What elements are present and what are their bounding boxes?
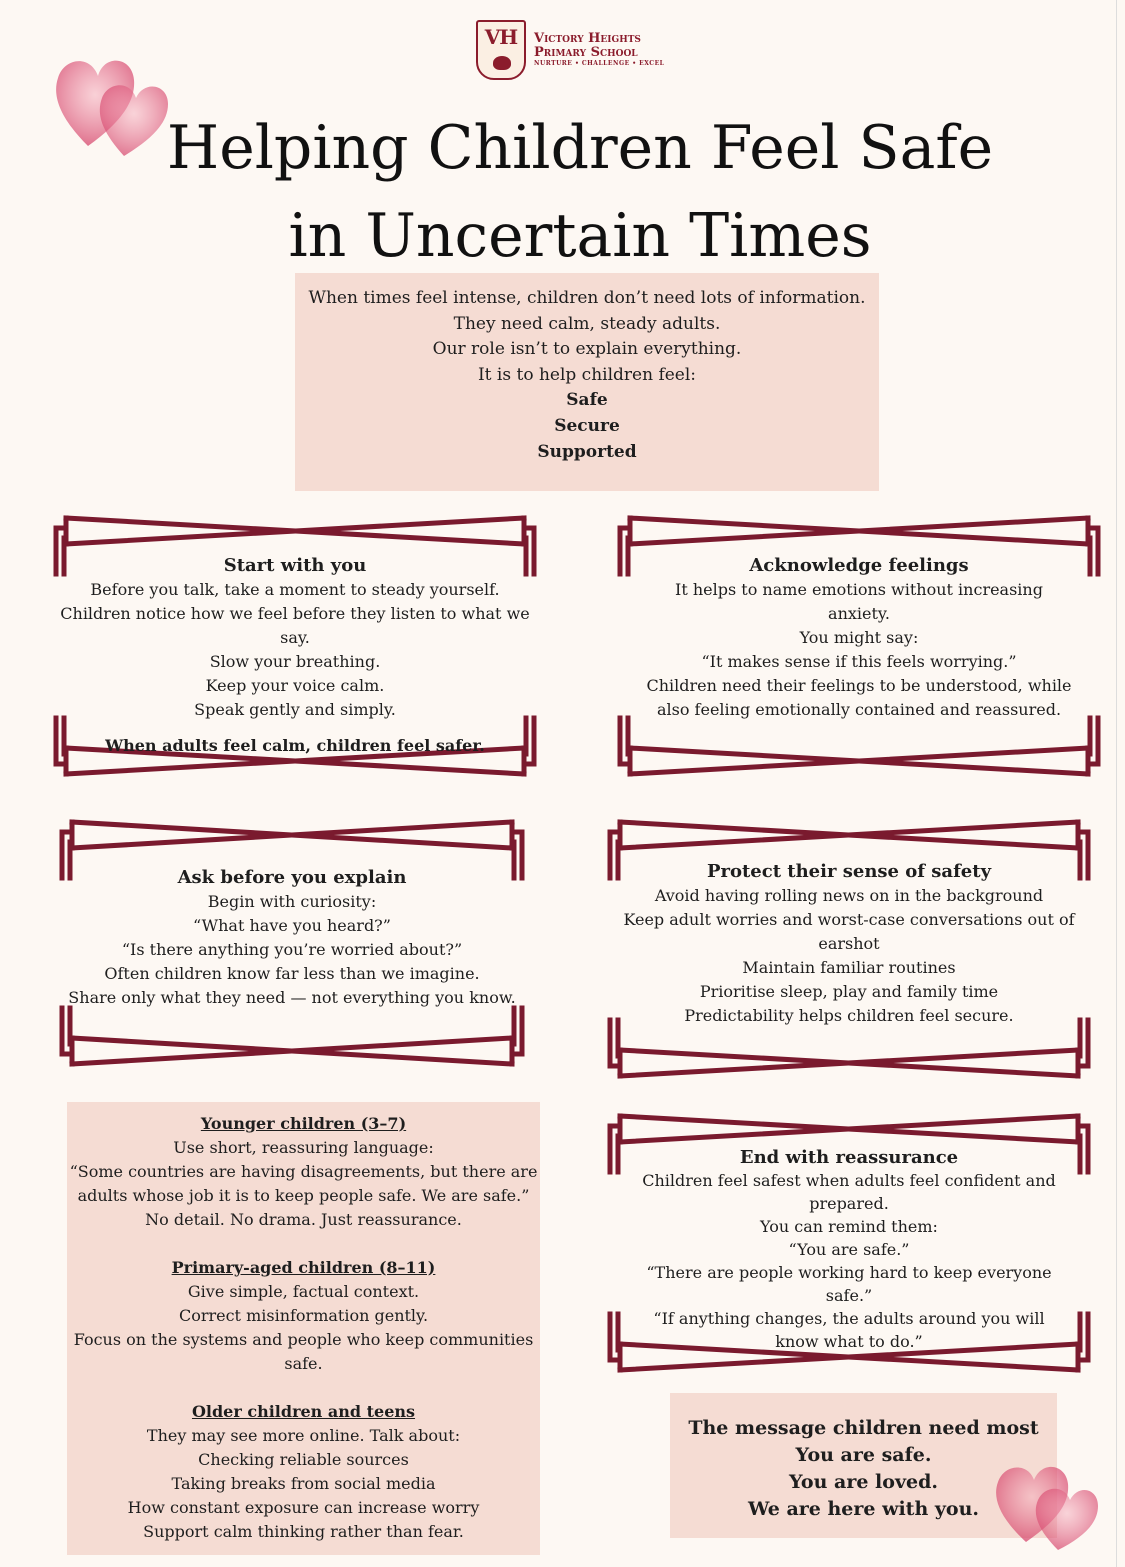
section-line: “There are people working hard to keep everyone <box>646 1263 1052 1282</box>
intro-bold-line: Secure <box>554 415 620 436</box>
intro-line: They need calm, steady adults. <box>453 313 721 334</box>
section-line: Children feel safest when adults feel confident and <box>642 1171 1056 1190</box>
section-line: You can remind them: <box>760 1217 938 1236</box>
age-group-heading: Older children and teens <box>191 1402 416 1421</box>
section-line: Keep your voice calm. <box>205 676 385 695</box>
intro-bold-line: Safe <box>566 390 608 411</box>
age-group-line: How constant exposure can increase worry <box>127 1498 480 1517</box>
intro-box <box>295 273 879 491</box>
section-line: Prioritise sleep, play and family time <box>699 982 999 1001</box>
school-text <box>534 32 664 68</box>
section-line: “You are safe.” <box>788 1240 910 1259</box>
school-motto: NURTURE • CHALLENGE • EXCEL <box>534 60 665 68</box>
age-groups-box <box>67 1102 540 1555</box>
age-group-line: Focus on the systems and people who keep communities <box>73 1330 534 1349</box>
section-line: safe.” <box>825 1286 873 1305</box>
section-line: anxiety. <box>828 604 890 623</box>
section-heading: Acknowledge feelings <box>749 555 969 576</box>
section-line: “If anything changes, the adults around you will <box>653 1309 1045 1328</box>
school-name-line1: Victory Heights <box>534 31 641 47</box>
section-line: Predictability helps children feel secure. <box>684 1006 1014 1025</box>
final-message-line: The message children need most <box>688 1417 1039 1439</box>
section-acknowledge-feelings <box>616 514 1102 778</box>
intro-line: Our role isn’t to explain everything. <box>432 339 742 360</box>
section-closing: When adults feel calm, children feel safer. <box>105 736 485 755</box>
crest-tree-icon <box>493 56 511 70</box>
section-ask-before-explain <box>58 818 526 1068</box>
final-message-line: You are safe. <box>795 1444 932 1466</box>
age-group-heading: Younger children (3–7) <box>200 1114 407 1133</box>
age-group-heading: Primary-aged children (8–11) <box>171 1258 436 1277</box>
school-name-line2: Primary School <box>534 44 638 60</box>
section-heading: Ask before you explain <box>177 867 407 888</box>
section-end-reassurance <box>606 1112 1092 1374</box>
section-line: prepared. <box>809 1194 889 1213</box>
school-crest-icon <box>476 20 526 80</box>
section-line: know what to do.” <box>775 1332 923 1351</box>
intro-line: It is to help children feel: <box>477 364 697 385</box>
section-heading: Start with you <box>223 555 367 576</box>
age-group-line: Correct misinformation gently. <box>178 1306 429 1325</box>
age-group-line: Support calm thinking rather than fear. <box>143 1522 464 1541</box>
age-group-line: Give simple, factual context. <box>187 1282 420 1301</box>
section-line: “Is there anything you’re worried about?” <box>121 940 463 959</box>
age-group-line: No detail. No drama. Just reassurance. <box>145 1210 462 1229</box>
age-group-line: Checking reliable sources <box>198 1450 409 1469</box>
section-line: “It makes sense if this feels worrying.” <box>701 652 1017 671</box>
section-line: Slow your breathing. <box>209 652 381 671</box>
title-line2: in Uncertain Times <box>288 201 872 271</box>
age-group-line: adults whose job it is to keep people safe. We are safe.” <box>77 1186 530 1205</box>
section-line: Before you talk, take a moment to steady yourself. <box>90 580 500 599</box>
section-line: Often children know far less than we imagine. <box>104 964 480 983</box>
final-message-line: You are loved. <box>789 1471 938 1493</box>
age-group-line: safe. <box>284 1354 323 1373</box>
section-line: It helps to name emotions without increasing <box>675 580 1043 599</box>
title-line1: Helping Children Feel Safe <box>166 113 994 183</box>
section-line: Speak gently and simply. <box>194 700 396 719</box>
section-start-with-you <box>52 514 538 778</box>
page-title <box>0 104 1125 280</box>
intro-bold-line: Supported <box>537 441 637 462</box>
section-heading: End with reassurance <box>739 1147 959 1168</box>
section-line: Avoid having rolling news on in the background <box>654 886 1044 905</box>
age-group-line: They may see more online. Talk about: <box>146 1426 461 1445</box>
section-line: “What have you heard?” <box>193 916 391 935</box>
section-line: Maintain familiar routines <box>742 958 956 977</box>
section-line: earshot <box>818 934 880 953</box>
intro-line: When times feel intense, children don’t need lots of information. <box>308 288 866 308</box>
section-line: Share only what they need — not everything you know. <box>68 988 516 1007</box>
section-protect-safety <box>606 818 1092 1080</box>
age-group-line: Use short, reassuring language: <box>173 1138 434 1157</box>
age-group-line: Taking breaks from social media <box>171 1474 436 1493</box>
section-line: Children notice how we feel before they listen to what we say. <box>60 604 530 647</box>
section-line: Keep adult worries and worst-case conversations out of <box>623 910 1075 929</box>
crest-letters: VH <box>484 25 518 49</box>
section-line: Children need their feelings to be understood, while <box>646 676 1072 695</box>
section-line: also feeling emotionally contained and reassured. <box>656 700 1062 719</box>
final-message-line: We are here with you. <box>747 1498 980 1520</box>
school-logo <box>476 20 664 80</box>
age-group-line: “Some countries are having disagreements, but there are <box>69 1162 538 1181</box>
section-line: You might say: <box>799 628 919 647</box>
hearts-bottom-right-icon <box>992 1452 1104 1552</box>
section-heading: Protect their sense of safety <box>706 861 992 882</box>
section-line: Begin with curiosity: <box>207 892 377 911</box>
